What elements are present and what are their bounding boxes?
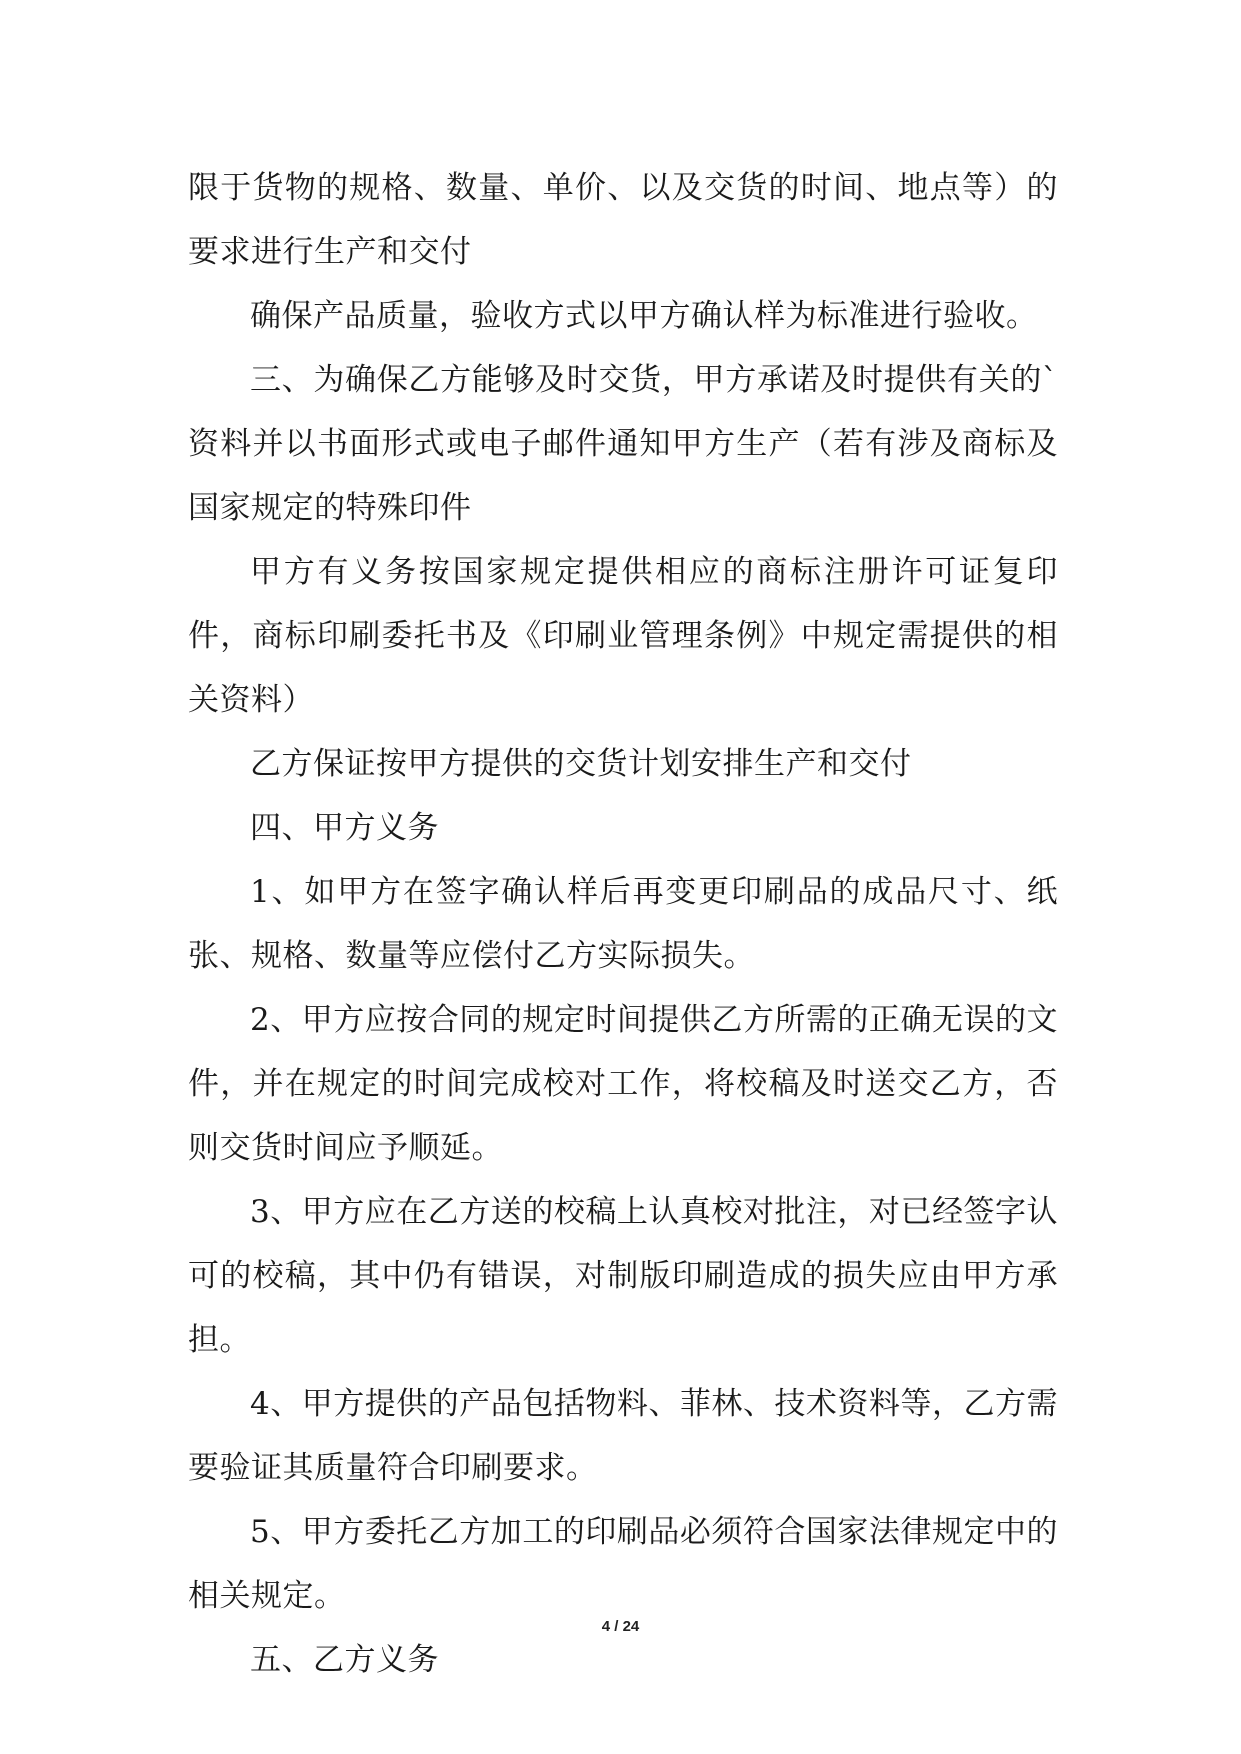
paragraph-11: 5、甲方委托乙方加工的印刷品必须符合国家法律规定中的相关规定。 bbox=[188, 1514, 1058, 1614]
page-number: 4 / 24 bbox=[601, 1618, 640, 1635]
section-heading-4: 四、甲方义务 bbox=[250, 810, 439, 846]
paragraph-8: 2、甲方应按合同的规定时间提供乙方所需的正确无误的文件，并在规定的时间完成校对工作，将校稿及时送交乙方，否则交货时间应予顺延。 bbox=[188, 1002, 1058, 1166]
paragraph-4: 甲方有义务按国家规定提供相应的商标注册许可证复印件，商标印刷委托书及《印刷业管理条例》中规定需提供的相关资料） bbox=[188, 554, 1058, 718]
paragraph-3: 三、为确保乙方能够及时交货，甲方承诺及时提供有关的`资料并以书面形式或电子邮件通知甲方生产（若有涉及商标及国家规定的特殊印件 bbox=[188, 362, 1058, 526]
paragraph-1: 限于货物的规格、数量、单价、以及交货的时间、地点等）的要求进行生产和交付 bbox=[188, 170, 1058, 270]
paragraph-9: 3、甲方应在乙方送的校稿上认真校对批注，对已经签字认可的校稿，其中仍有错误，对制版印刷造成的损失应由甲方承担。 bbox=[188, 1194, 1058, 1358]
paragraph-7: 1、如甲方在签字确认样后再变更印刷品的成品尺寸、纸张、规格、数量等应偿付乙方实际损失。 bbox=[188, 874, 1058, 974]
section-heading-5: 五、乙方义务 bbox=[250, 1642, 439, 1678]
paragraph-10: 4、甲方提供的产品包括物料、菲林、技术资料等，乙方需要验证其质量符合印刷要求。 bbox=[188, 1386, 1058, 1486]
paragraph-5: 乙方保证按甲方提供的交货计划安排生产和交付 bbox=[250, 746, 912, 782]
document-body bbox=[188, 156, 1058, 1692]
paragraph-2: 确保产品质量，验收方式以甲方确认样为标准进行验收。 bbox=[250, 298, 1038, 334]
